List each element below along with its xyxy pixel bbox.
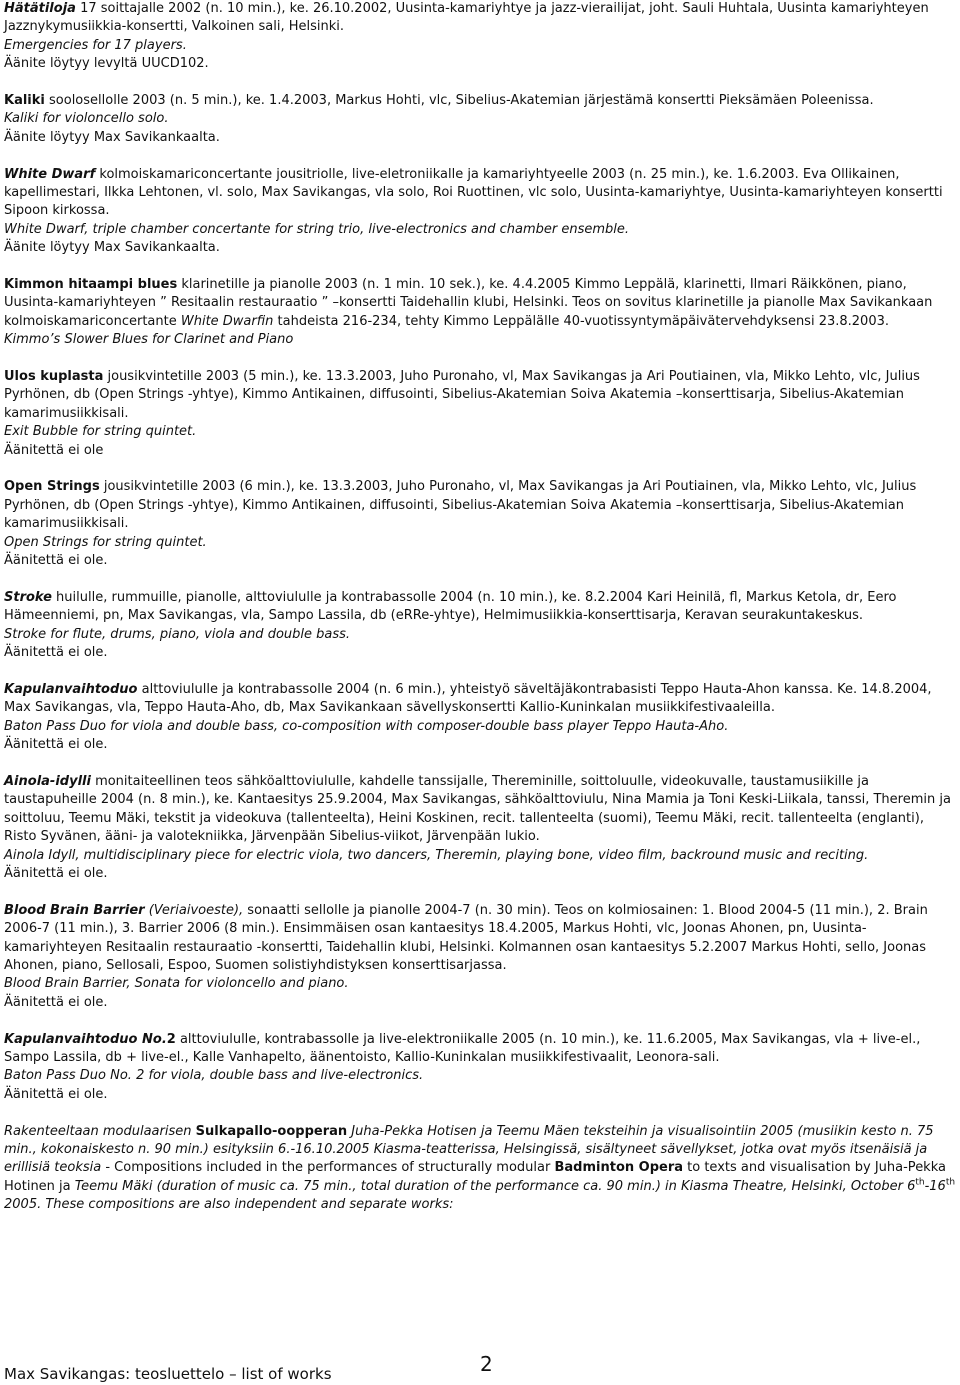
text-run: Teemu Mäki (duration of music ca. 75 min., total duration of the performance ca. 90 min.) in Kiasma Theatre, Helsinki, October 6 (74, 1178, 916, 1194)
text-run: Äänitettä ei ole. (4, 553, 108, 569)
work-line (4, 994, 956, 1012)
work-entry-kaliki (4, 92, 956, 147)
work-entry-hatatiloja (4, 0, 956, 74)
text-run: Ainola Idyll, multidisciplinary piece for electric viola, two dancers, Theremin, playing bone, video film, backround music and reciting. (4, 847, 869, 863)
work-title: White Dwarf (4, 166, 96, 182)
work-line (4, 221, 956, 239)
work-entry-white-dwarf (4, 166, 956, 258)
text-run: kolmoiskamariconcertante jousitriolle, live-eletroniikalle ja kamariyhtyeelle 2003 (n. 25 min.), ke. 1.6.2003. Eva Ollikainen, kapellimestari, Ilkka Lehtonen, vl. solo, Max Savikangas, vla solo, Roi Ruottinen, vlc solo, Uusinta-kamariyhtye, Uusinta-kamariyhteyen konsertti Sipoon kirkossa. (4, 166, 943, 219)
text-run: sonaatti sellolle ja pianolle 2004-7 (n. 30 min). Teos on kolmiosainen: 1. Blood 2004-5 (11 min.), 2. Brain 2006-7 (11 min.), 3. Barrier 2006 (8 min.). Ensimmäisen osan kantaesitys 18.4.2005, Markus Hohti, vlc, Joonas Ahonen, pn, Uusinta-kamariyhteyen Resitaalin restauraatio -konsertti, Taidehallin klubi, Helsinki. Kolmannen osan kantaesitys 5.2.2007 Markus Hohti, sello, Joonas Ahonen, piano, Sellosali, Espoo, Suomen solistiyhdistyksen konserttisarjassa. (4, 902, 928, 973)
work-entry-sulkapallo (4, 1123, 956, 1215)
text-run: Äänite löytyy Max Savikankaalta. (4, 240, 220, 256)
text-run: th (945, 1177, 956, 1188)
work-title: Hätätiloja (4, 1, 76, 16)
work-line (4, 552, 956, 570)
work-line (4, 534, 956, 552)
work-description (4, 589, 956, 626)
text-run: Stroke for flute, drums, piano, viola and double bass. (4, 626, 351, 642)
work-line (4, 736, 956, 754)
text-run: Äänite löytyy Max Savikankaalta. (4, 129, 220, 145)
text-run: monitaiteellinen teos sähköalttoviululle, kahdelle tanssijalle, Thereminille, soittoluulle, videokuvalle, taustamusiikille ja taustapuheille 2004 (n. 8 min.), ke. Kantaesitys 25.9.2004, Max Savikangas, sähköalttoviulu, Nina Mamia ja Toni Keski-Liikala, tanssi, Theremin ja soittoluu, Teemu Mäki, tekstit ja videokuva (tallenteelta), Heini Koskinen, recit. tallenteelta (suomi), Teemu Mäki, recit. tallenteelta (englanti), Risto Syvänen, ääni- ja valotekniikka, Järvenpään Sibelius-viikot, Järvenpään lukio. (4, 773, 951, 845)
work-entry-stroke (4, 589, 956, 663)
work-entry-kapulanvaihtoduo-2 (4, 1031, 956, 1105)
text-run: Blood Brain Barrier, Sonata for violoncello and piano. (4, 976, 349, 992)
text-run: White Dwarfin (180, 313, 274, 329)
work-line (4, 442, 956, 460)
text-run: Rakenteeltaan modulaarisen (4, 1123, 196, 1139)
work-entry-ainola (4, 773, 956, 883)
work-title: Badminton Opera (554, 1160, 684, 1176)
text-run: 17 soittajalle 2002 (n. 10 min.), ke. 26.10.2002, Uusinta-kamariyhtye ja jazz-vierailijat, joht. Sauli Huhtala, Uusinta kamariyhteyen Jazznykymusiikkia-konsertti, Valkoinen sali, Helsinki. (4, 1, 929, 35)
work-title: Open Strings (4, 479, 100, 495)
text-run: Kimmo’s Slower Blues for Clarinet and Piano (4, 332, 294, 348)
text-run: Baton Pass Duo for viola and double bass, co-composition with composer-double bass player Teppo Hauta-Aho. (4, 718, 729, 734)
work-description (4, 92, 956, 110)
work-line (4, 1086, 956, 1104)
text-run: klarinetille ja pianolle 2003 (n. 1 min. 10 sek.), ke. 4.4.2005 Kimmo Leppälä, klarinetti, Ilmari Räikkönen, piano, Uusinta-kamariyhteyen ” Resitaalin restauraatio ” –konsertti Taidehallin klubi, Helsinki. Teos on sovitus klarinetille ja pianolle Max Savikankaan kolmoiskamariconcertante (4, 277, 933, 329)
work-title: Kaliki (4, 93, 45, 109)
work-entry-open-strings (4, 478, 956, 570)
work-description (4, 166, 956, 221)
work-line (4, 975, 956, 993)
footer-title: Max Savikangas: teosluettelo – list of works (4, 1365, 332, 1383)
work-entry-ulos-kuplasta (4, 368, 956, 460)
work-line (4, 626, 956, 644)
text-run: - Compositions included in the performances of structurally modular (101, 1160, 555, 1176)
document-page (4, 0, 956, 1233)
work-line (4, 331, 956, 349)
text-run: White Dwarf, triple chamber concertante for string trio, live-electronics and chamber ensemble. (4, 221, 630, 237)
work-line (4, 37, 956, 55)
work-title: Blood Brain Barrier (4, 902, 145, 918)
text-run: Äänitettä ei ole. (4, 1086, 108, 1102)
work-entry-kapulanvaihtoduo (4, 681, 956, 755)
text-run: Äänitettä ei ole. (4, 865, 108, 881)
work-line (4, 55, 956, 73)
work-line (4, 110, 956, 128)
work-line (4, 1067, 956, 1085)
text-run: to texts and visualisation by Juha-Pekka Hotinen ja (4, 1160, 946, 1194)
work-description (4, 478, 956, 533)
text-run: (Veriaivoeste), (144, 902, 244, 918)
text-run: Exit Bubble for string quintet. (4, 424, 197, 440)
work-line (4, 423, 956, 441)
text-run: jousikvintetille 2003 (5 min.), ke. 13.3.2003, Juho Puronaho, vl, Max Savikangas ja Ari Poutiainen, vla, Mikko Lehto, vlc, Julius Pyrhönen, db (Open Strings -yhtye), Kimmo Antikainen, diffusointi, Sibelius-Akatemian Soiva Akatemia –konserttisarja, Sibelius-Akatemian kamarimusiikkisali. (4, 369, 920, 421)
page-number: 2 (480, 1352, 493, 1376)
work-title: Kapulanvaihtoduo No. (4, 1031, 167, 1047)
work-description (4, 1031, 956, 1068)
text-run: jousikvintetille 2003 (6 min.), ke. 13.3.2003, Juho Puronaho, vl, Max Savikangas ja Ari Poutiainen, vla, Mikko Lehto, vlc, Julius Pyrhönen, db (Open Strings -yhtye), Kimmo Antikainen, diffusointi, Sibelius-Akatemian Soiva Akatemia –konserttisarja, Sibelius-Akatemian kamarimusiikkisali. (4, 479, 917, 532)
text-run: Open Strings for string quintet. (4, 534, 207, 550)
work-line (4, 847, 956, 865)
work-description (4, 681, 956, 718)
text-run: -16 (924, 1178, 946, 1194)
text-run: alttoviululle ja kontrabassolle 2004 (n. 6 min.), yhteistyö säveltäjäkontrabasisti Teppo Hauta-Ahon kanssa. Ke. 14.8.2004, Max Savikangas, vla, Teppo Hauta-Aho, db, Max Savikankaan sävellyskonsertti Kallio-Kuninkalan musiikkifestivaaleilla. (4, 681, 932, 716)
work-line (4, 718, 956, 736)
work-line (4, 865, 956, 883)
work-title: Kapulanvaihtoduo (4, 681, 138, 697)
work-title: Ulos kuplasta (4, 369, 104, 385)
text-run: Baton Pass Duo No. 2 for viola, double bass and live-electronics. (4, 1068, 424, 1084)
text-run: tahdeista 216-234, tehty Kimmo Leppälälle 40-vuotissyntymäpäivätervehdyksensi 23.8.2003. (273, 313, 889, 329)
work-line (4, 644, 956, 662)
work-description (4, 1123, 956, 1215)
work-description (4, 368, 956, 423)
text-run: Äänitettä ei ole. (4, 737, 108, 753)
work-description (4, 902, 956, 976)
text-run: Äänitettä ei ole. (4, 994, 108, 1010)
text-run: th (915, 1177, 925, 1188)
work-title: 2 (166, 1031, 176, 1047)
text-run: Kaliki for violoncello solo. (4, 111, 169, 127)
text-run: Emergencies for 17 players. (4, 37, 187, 53)
work-line (4, 239, 956, 257)
text-run: huilulle, rummuille, pianolle, alttoviululle ja kontrabassolle 2004 (n. 10 min.), ke. 8.2.2004 Kari Heinilä, fl, Markus Ketola, dr, Eero Hämeenniemi, pn, Max Savikangas, vla, Sampo Lassila, db (eRRe-yhtye), Helmimusiikkia-konserttisarja, Keravan seurakuntakeskus. (4, 589, 897, 624)
work-entry-kimmon (4, 276, 956, 350)
text-run: Juha-Pekka Hotisen ja Teemu Mäen teksteihin ja visualisointiin 2005 (musiikin kesto n. 75 min., kokonaiskesto n. 90 min.) esityksiin 6.-16.10.2005 Kiasma-teatterissa, Helsingissä, sisältyneet sävellykset, jotka ovat myös itsenäisiä ja erillisiä teoksia (4, 1123, 934, 1176)
text-run: Äänite löytyy levyltä UUCD102. (4, 56, 209, 72)
work-title: Ainola-idylli (4, 773, 91, 789)
work-title: Kimmon hitaampi blues (4, 277, 178, 293)
work-description (4, 773, 956, 847)
text-run: Äänitettä ei ole. (4, 645, 108, 661)
work-description (4, 276, 956, 331)
work-entry-blood-brain-barrier (4, 902, 956, 1012)
text-run: alttoviululle, kontrabassolle ja live-elektroniikalle 2005 (n. 10 min.), ke. 11.6.2005, Max Savikangas, vla + live-el., Sampo Lassila, db + live-el., Kalle Vanhapelto, äänentoisto, Kallio-Kuninkalan musiikkifestivaalit, Leonora-sali. (4, 1031, 921, 1065)
work-title: Stroke (4, 589, 52, 605)
work-line (4, 129, 956, 147)
text-run: soolosellolle 2003 (n. 5 min.), ke. 1.4.2003, Markus Hohti, vlc, Sibelius-Akatemian järjestämä konsertti Pieksämäen Poleenissa. (44, 93, 874, 109)
text-run: Äänitettä ei ole (4, 442, 104, 458)
work-description (4, 0, 956, 37)
text-run: 2005. These compositions are also independent and separate works: (4, 1197, 454, 1213)
work-title: Sulkapallo-oopperan (195, 1123, 348, 1139)
